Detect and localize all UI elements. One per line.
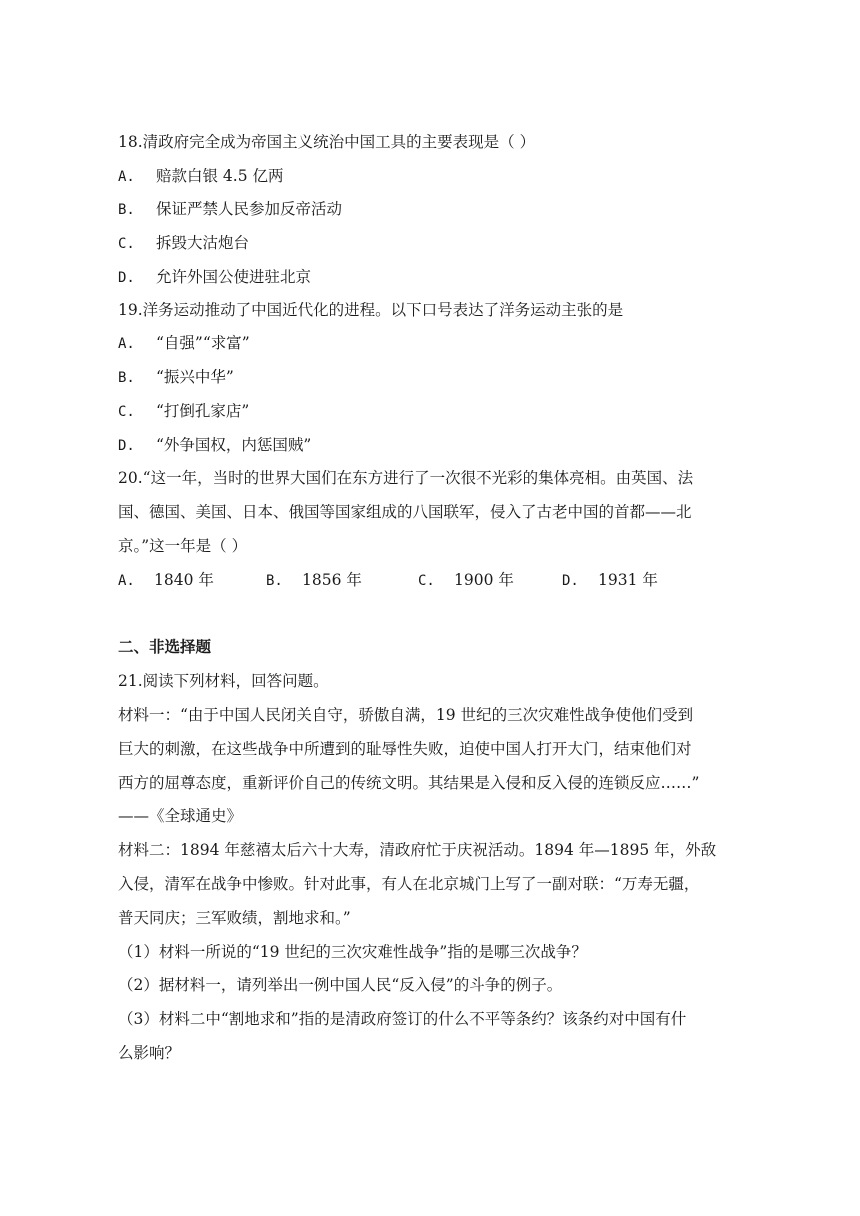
option-letter: D.	[118, 270, 135, 286]
option-text: 允许外国公使进驻北京	[156, 268, 312, 286]
material-2-line-2: 入侵，清军在战争中惨败。针对此事，有人在北京城门上写了一副对联：“万寿无疆，	[118, 875, 700, 893]
option-letter: B.	[118, 202, 135, 218]
material-1-line-2: 巨大的刺激，在这些战争中所遭到的耻辱性失败，迫使中国人打开大门，结束他们对	[118, 740, 692, 758]
option-letter: D.	[118, 438, 135, 454]
option-letter: A.	[118, 169, 135, 185]
option-letter: C.	[118, 236, 135, 252]
option-text: “外争国权，内惩国贼”	[156, 436, 312, 454]
option-letter: D.	[562, 573, 579, 589]
question-20-options-row	[118, 570, 758, 591]
option-text: 1856 年	[302, 571, 362, 589]
option-letter: A.	[118, 336, 135, 352]
question-20-option-d	[562, 570, 658, 591]
question-20-option-c	[418, 570, 562, 591]
sub-question-1: （1）材料一所说的“19 世纪的三次灾难性战争”指的是哪三次战争？	[118, 943, 587, 961]
question-18-stem: 18.清政府完全成为帝国主义统治中国工具的主要表现是（ ）	[118, 133, 536, 151]
sub-question-3-line-2: 么影响？	[118, 1044, 181, 1062]
question-19-option-a	[118, 333, 758, 354]
question-20-stem-line-2: 国、德国、美国、日本、俄国等国家组成的八国联军，侵入了古老中国的首都——北	[118, 503, 692, 521]
question-20-option-a	[118, 570, 266, 591]
option-letter: A.	[118, 573, 135, 589]
option-letter: B.	[118, 370, 135, 386]
option-text: “振兴中华”	[156, 368, 234, 386]
material-1-line-3: 西方的屈尊态度，重新评价自己的传统文明。其结果是入侵和反入侵的连锁反应……”	[118, 774, 700, 792]
question-19-option-c	[118, 401, 758, 422]
material-2-line-3: 普天同庆；三军败绩，割地求和。”	[118, 909, 351, 927]
material-2-line-1: 材料二：1894 年慈禧太后六十大寿，清政府忙于庆祝活动。1894 年—1895 年，外敌	[118, 841, 717, 859]
question-18-option-c	[118, 233, 758, 254]
option-text: 拆毁大沽炮台	[156, 234, 250, 252]
question-20-stem-line-3: 京。”这一年是（ ）	[118, 537, 248, 555]
question-20-option-b	[266, 570, 418, 591]
material-1-line-1: 材料一：“由于中国人民闭关自守，骄傲自满，19 世纪的三次灾难性战争使他们受到	[118, 706, 694, 724]
option-text: 赔款白银 4.5 亿两	[156, 167, 284, 185]
section-heading: 二、非选择题	[118, 638, 212, 656]
option-letter: C.	[118, 404, 135, 420]
question-19-stem: 19.洋务运动推动了中国近代化的进程。以下口号表达了洋务运动主张的是	[118, 301, 624, 319]
question-18-option-a	[118, 166, 758, 187]
question-20-stem-line-1: 20.“这一年，当时的世界大国们在东方进行了一次很不光彩的集体亮相。由英国、法	[118, 469, 694, 487]
material-1-source: ——《全球通史》	[118, 807, 243, 825]
question-18-option-b	[118, 199, 758, 220]
option-text: “打倒孔家店”	[156, 402, 250, 420]
option-letter: C.	[418, 573, 435, 589]
option-text: “自强”“求富”	[156, 334, 250, 352]
sub-question-2: （2）据材料一，请列举出一例中国人民“反入侵”的斗争的例子。	[118, 976, 563, 994]
question-19-option-b	[118, 367, 758, 388]
sub-question-3-line-1: （3）材料二中“割地求和”指的是清政府签订的什么不平等条约？该条约对中国有什	[118, 1010, 687, 1028]
option-text: 保证严禁人民参加反帝活动	[156, 200, 343, 218]
option-text: 1900 年	[454, 571, 514, 589]
option-text: 1931 年	[598, 571, 658, 589]
question-19-option-d	[118, 435, 758, 456]
question-21-stem: 21.阅读下列材料，回答问题。	[118, 672, 329, 690]
question-18-option-d	[118, 267, 758, 288]
option-text: 1840 年	[154, 571, 214, 589]
option-letter: B.	[266, 573, 283, 589]
